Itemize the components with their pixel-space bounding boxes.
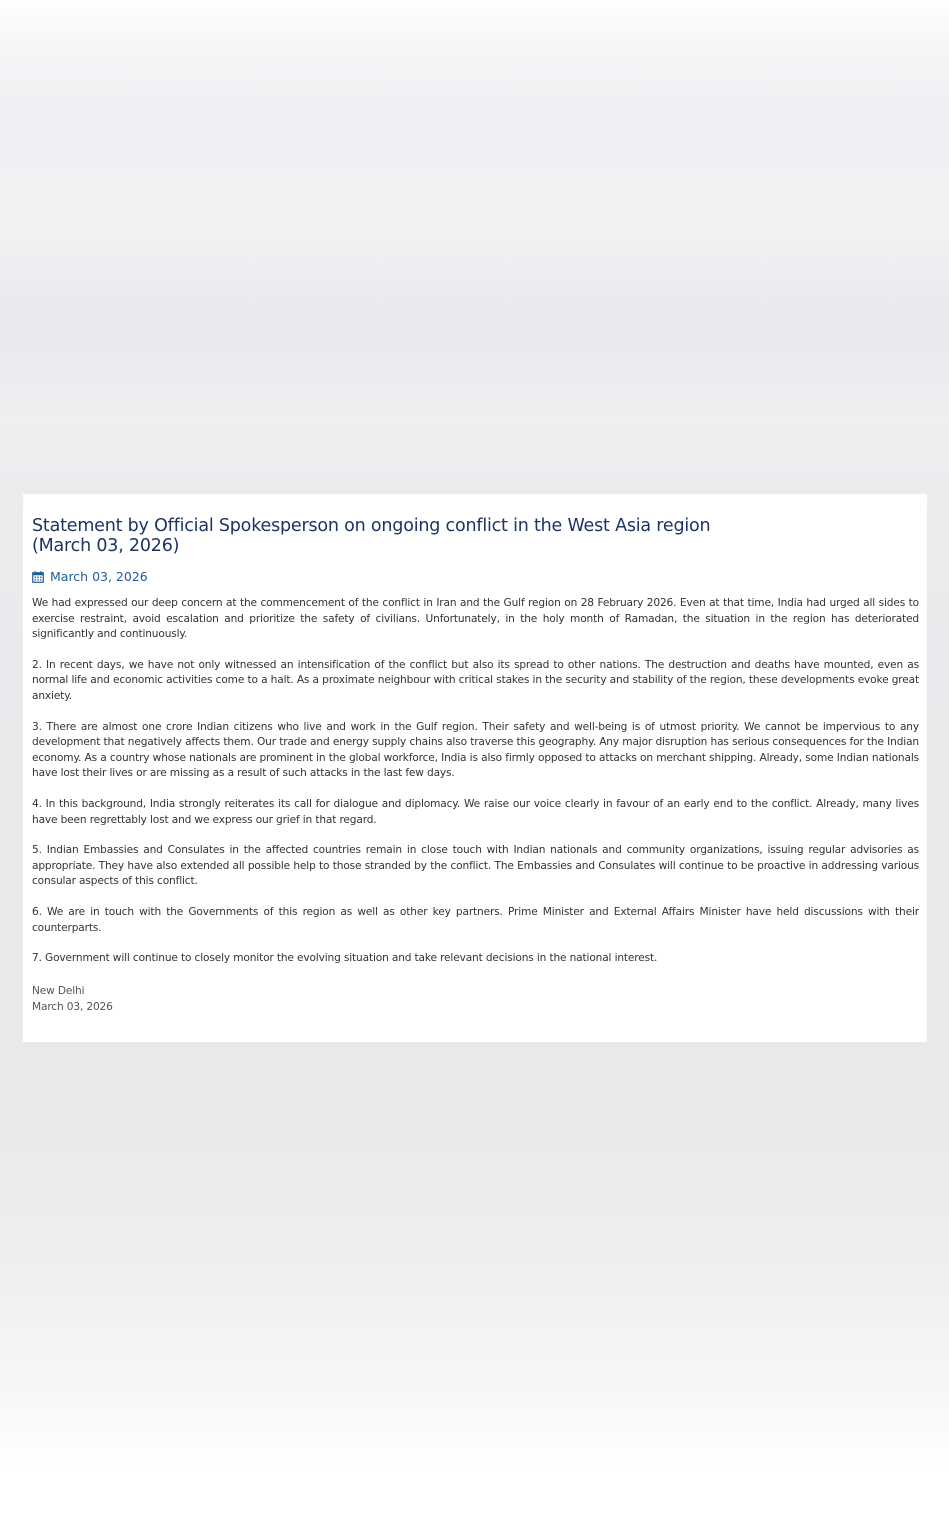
signoff-place: New Delhi bbox=[32, 984, 85, 997]
paragraph: 3. There are almost one crore Indian citizens who live and work in the Gulf region. Their safety and well-being is of utmost priority. We cannot be impervious to any development that negatively affects them. Our trade and energy supply chains also traverse this geography. Any major disruption has serious consequences for the Indian economy. As a country whose nationals are prominent in the global workforce, India is also firmly opposed to attacks on merchant shipping. Already, some Indian nationals have lost their lives or are missing as a result of such attacks in the last few days. bbox=[32, 720, 919, 780]
page-title bbox=[32, 516, 918, 556]
paragraph: 4. In this background, India strongly reiterates its call for dialogue and diplomacy. We raise our voice clearly in favour of an early end to the conflict. Already, many lives have been regrettably lost and we express our grief in that regard. bbox=[32, 797, 919, 826]
statement-card bbox=[23, 494, 927, 1042]
paragraph: 6. We are in touch with the Governments of this region as well as other key partners. Prime Minister and External Affairs Minister have held discussions with their counterparts. bbox=[32, 905, 919, 934]
signoff bbox=[32, 983, 918, 1015]
signoff-date: March 03, 2026 bbox=[32, 1000, 113, 1013]
publish-date bbox=[32, 569, 918, 585]
paragraph: 5. Indian Embassies and Consulates in the affected countries remain in close touch with Indian nationals and community organizations, issuing regular advisories as appropriate. They have also extended all possible help to those stranded by the conflict. The Embassies and Consulates will continue to be proactive in addressing various consular aspects of this conflict. bbox=[32, 844, 919, 888]
statement-body bbox=[32, 596, 919, 967]
calendar-icon bbox=[32, 571, 44, 583]
paragraph: 2. In recent days, we have not only witnessed an intensification of the conflict but also its spread to other nations. The destruction and deaths have mounted, even as normal life and economic activities come to a halt. As a proximate neighbour with critical stakes in the security and stability of the region, these developments evoke great anxiety. bbox=[32, 658, 919, 702]
title-line-1: Statement by Official Spokesperson on ongoing conflict in the West Asia region bbox=[32, 516, 711, 536]
paragraph: 7. Government will continue to closely monitor the evolving situation and take relevant decisions in the national interest. bbox=[32, 952, 658, 965]
title-line-2: (March 03, 2026) bbox=[32, 536, 180, 556]
paragraph: We had expressed our deep concern at the commencement of the conflict in Iran and the Gulf region on 28 February 2026. Even at that time, India had urged all sides to exercise restraint, avoid escalation and prioritize the safety of civilians. Unfortunately, in the holy month of Ramadan, the situation in the region has deteriorated significantly and continuously. bbox=[32, 597, 919, 641]
publish-date-text: March 03, 2026 bbox=[50, 569, 148, 584]
